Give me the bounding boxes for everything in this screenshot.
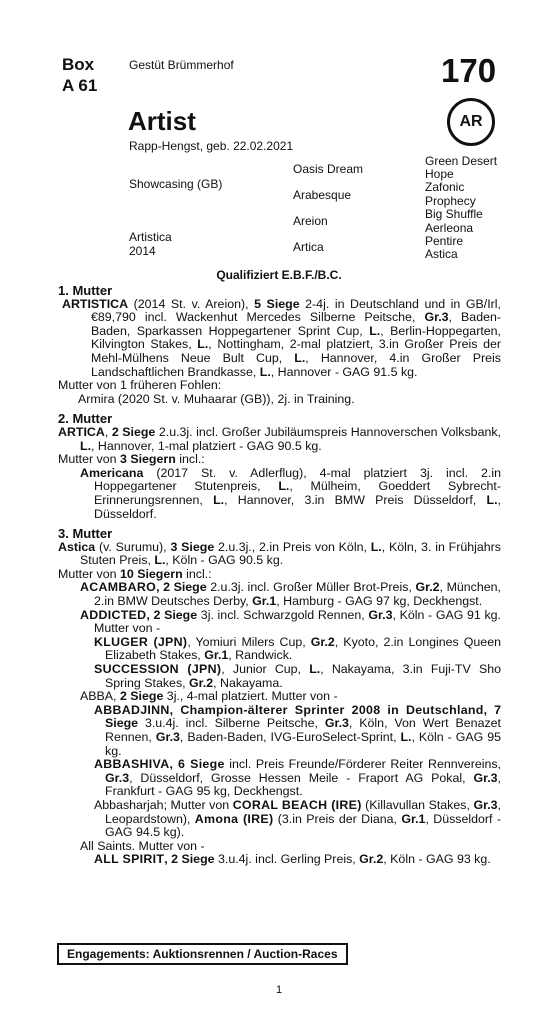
succession-entry [58, 663, 501, 690]
third-dam-heading: 3. Mutter [58, 526, 113, 542]
text: incl.: [182, 566, 212, 581]
grandchild-name: SUCCESSION (JPN) [94, 662, 222, 677]
pedigree-gen2-4: Artica [293, 240, 324, 254]
text: , Yomiuri Milers Cup, [187, 634, 311, 649]
child-name: ADDICTED [80, 607, 147, 622]
text: , Leopardstown), [105, 797, 501, 826]
child-name: ACAMBARO [80, 580, 157, 595]
text: (3.in Preis der Diana, [273, 811, 402, 826]
text: , Junior Cup, [221, 662, 310, 677]
first-dam-foals-intro: Mutter von 1 früheren Fohlen: [58, 378, 222, 393]
catalogue-number: 170 [441, 52, 497, 89]
text: , Düsseldorf - GAG 94.5 kg). [105, 811, 501, 840]
qualification-note: Qualifiziert E.B.F./B.C. [216, 268, 342, 282]
text: , Köln - GAG 91 kg. Mutter von - [94, 607, 501, 636]
abba-entry [58, 690, 501, 704]
first-dam-name: ARTISTICA [62, 296, 129, 311]
second-dam-child [58, 467, 501, 521]
grandchild-name: ABBASHIVA, 6 Siege [94, 757, 225, 772]
text: incl. Preis Freunde/Förderer Reiter Rennvereins, [224, 757, 501, 772]
text: , [156, 580, 164, 595]
pedigree-gen2-2: Arabesque [293, 188, 352, 202]
text: , Nakayama, 3.in Fuji-TV Sho Spring Stakes, [105, 662, 501, 690]
first-dam-heading: 1. Mutter [58, 283, 113, 298]
text: ABBA, [80, 689, 120, 704]
grade: Gr.3 [424, 310, 449, 325]
text: , Köln - GAG 90.5 kg. [165, 553, 284, 568]
text: , Köln, 3. in Frühjahrs Stuten Preis, [80, 539, 501, 568]
text: , Nottingham, 2-mal platziert, 3.in Großer Preis der Mehl-Mülhens Neue Bult Cup, [91, 337, 502, 365]
second-dam-winners-intro [58, 453, 501, 467]
second-dam-name: ARTICA [58, 424, 105, 439]
text: , Köln, Von Wert Benazet Rennen, [105, 716, 501, 744]
text: 3j., 4-mal platziert. Mutter von - [163, 689, 338, 704]
pedigree-gen3-1: Green Desert [425, 154, 498, 168]
wins: 2 Siege [163, 580, 207, 595]
third-dam-entry [58, 541, 501, 568]
abbashiva-entry [58, 758, 501, 799]
text: , [146, 607, 154, 622]
text: , Kyoto, 2.in Longines Queen Elizabeth Stakes, [105, 634, 501, 663]
grade: Gr.3 [105, 770, 130, 785]
text: 3.u.4j. incl. Gerling Preis, [214, 852, 360, 867]
engagements-box: Engagements: Auktionsrennen / Auction-Races [57, 943, 348, 965]
text: , [164, 852, 172, 867]
horse-description: Rapp-Hengst, geb. 22.02.2021 [129, 139, 294, 153]
all-saints-entry: All Saints. Mutter von - [80, 838, 205, 853]
ar-badge: AR [447, 98, 495, 146]
box-label [62, 54, 97, 96]
grandchild-name: ALL SPIRIT [94, 852, 165, 867]
child-name: Americana [80, 465, 144, 480]
first-dam-foal: Armira (2020 St. v. Muhaarar (GB)), 2j. in Training. [78, 391, 355, 406]
text: , Hannover - GAG 91.5 kg. [270, 364, 418, 379]
wins: 3 Siege [170, 539, 215, 554]
text: Abbasharjah; Mutter von [94, 797, 233, 812]
text: 2.u.3j., 2.in Preis von Köln, [214, 539, 371, 554]
text: , Köln - GAG 95 kg. [105, 730, 502, 758]
text: , Düsseldorf, Grosse Hessen Meile - Fraport AG Pokal, [129, 770, 474, 785]
grandchild-name: CORAL BEACH (IRE) [232, 797, 362, 812]
grade: Gr.3 [324, 716, 349, 731]
pedigree-sire: Showcasing (GB) [129, 177, 223, 191]
listed: L. [370, 539, 382, 554]
abbadjinn-entry [58, 704, 501, 758]
text: (2017 St. v. Adlerflug), 4-mal platziert 3j. incl. 2.in Hoppegartener Stutenpreis, [94, 465, 501, 494]
listed: L. [294, 350, 306, 365]
addicted-entry [58, 609, 501, 636]
listed: L. [80, 438, 92, 453]
pedigree-gen3-3: Zafonic [425, 180, 465, 194]
kluger-entry [58, 636, 501, 663]
text: , Hannover, 1-mal platziert - GAG 90.5 kg. [91, 438, 322, 453]
grade: Gr.1 [252, 594, 277, 609]
all-spirit-entry [58, 853, 501, 867]
listed: L. [369, 323, 381, 338]
text: 2-4j. in Deutschland und in GB/Irl, €89,790 incl. Wackenhut Mercedes Silberne Peitsche, [91, 296, 501, 325]
text: , Hannover, 3.in BMW Preis Düsseldorf, [224, 492, 487, 507]
listed: L. [259, 364, 271, 379]
grandchild-name: KLUGER (JPN) [94, 634, 188, 649]
wins: 2 Siege [153, 607, 198, 622]
listed: L. [309, 662, 321, 677]
stud-name: Gestüt Brümmerhof [129, 58, 234, 72]
text: incl.: [175, 452, 205, 467]
listed: L. [400, 730, 412, 744]
text: , Köln - GAG 93 kg. [383, 852, 491, 867]
box-line-2: A 61 [62, 76, 98, 95]
grade: Gr.2 [415, 580, 440, 595]
third-dam-winners-intro [58, 568, 501, 582]
third-dam-name: Astica [58, 539, 96, 554]
text: (v. Surumu), [95, 539, 171, 554]
text: Mutter von [58, 452, 120, 467]
page-number: 1 [275, 984, 283, 996]
text: , Berlin-Hoppegarten, Kilvington Stakes, [91, 323, 501, 352]
abbasharjah-entry [58, 799, 501, 840]
text: 3.u.4j. incl. Silberne Peitsche, [138, 716, 325, 731]
pedigree-gen3-5: Big Shuffle [425, 207, 483, 221]
wins: 2 Siege [119, 689, 164, 704]
wins: 2 Siege [111, 424, 156, 439]
listed: L. [154, 553, 166, 568]
text: , Düsseldorf. [94, 492, 501, 521]
pedigree-dam: Artistica [129, 230, 172, 244]
grade: Gr.1 [401, 811, 426, 826]
winners-count: 3 Siegern [119, 452, 176, 467]
acambaro-entry [58, 581, 501, 608]
pedigree-gen2-1: Oasis Dream [293, 162, 364, 176]
box-line-1: Box [62, 55, 95, 74]
first-dam-entry [58, 298, 501, 380]
pedigree-gen3-4: Prophecy [425, 194, 476, 208]
text: 2.u.3j. incl. Großer Jubiläumspreis Hannoverschen Volksbank, [155, 424, 501, 439]
grade: Gr.1 [204, 648, 229, 663]
wins: 7 Siege [105, 702, 501, 731]
pedigree-gen3-2: Hope [425, 167, 454, 181]
grandchild-name: Amona (IRE) [194, 811, 274, 826]
horse-name: Artist [128, 106, 196, 136]
family-section [58, 284, 501, 867]
text: , Nakayama. [213, 675, 283, 690]
text: , Randwick. [228, 648, 293, 663]
grade: Gr.2 [310, 634, 335, 649]
wins: 5 Siege [254, 296, 300, 311]
text: (2014 St. v. Areion), [128, 296, 255, 311]
wins: 2 Siege [171, 852, 215, 867]
listed: L. [197, 337, 209, 352]
text: , Mülheim, Goeddert Sybrecht-Erinnerungsrennen, [94, 479, 501, 507]
pedigree-gen3-8: Astica [425, 247, 458, 261]
listed: L. [213, 492, 225, 507]
text: , Frankfurt - GAG 95 kg, Deckhengst. [105, 770, 501, 799]
text: (Killavullan Stakes, [361, 797, 474, 812]
text: , München, 2.in BMW Deutsches Derby, [94, 580, 501, 609]
pedigree-gen2-3: Areion [293, 214, 328, 228]
second-dam-entry [58, 426, 501, 453]
text: , [104, 424, 112, 439]
pedigree-dam-year: 2014 [129, 244, 156, 258]
pedigree-gen3-7: Pentire [425, 234, 464, 248]
text: , Hannover, 4.in Großer Preis Landschaftlichen Brandkasse, [91, 350, 501, 379]
listed: L. [278, 479, 290, 494]
grade: Gr.3 [473, 770, 498, 785]
pedigree-gen3-6: Aerleona [425, 221, 474, 235]
winners-count: 10 Siegern [119, 566, 183, 581]
grandchild-name: ABBADJINN, Champion-älterer Sprinter 2008 in Deutschland, [94, 702, 488, 717]
grade: Gr.2 [189, 675, 214, 690]
text: , Baden-Baden, IVG-EuroSelect-Sprint, [179, 730, 401, 744]
grade: Gr.2 [359, 852, 384, 867]
text: Mutter von [58, 566, 120, 581]
text: 3j. incl. Schwarzgold Rennen, [197, 607, 369, 622]
text: , Baden-Baden, Sparkassen Hoppegartener Sprint Cup, [91, 310, 501, 338]
grade: Gr.3 [368, 607, 393, 622]
listed: L. [486, 492, 498, 507]
text: 2.u.3j. incl. Großer Müller Brot-Preis, [206, 580, 416, 595]
grade: Gr.3 [155, 730, 180, 744]
grade: Gr.3 [473, 797, 498, 812]
text: , Hamburg - GAG 97 kg, Deckhengst. [276, 594, 483, 609]
second-dam-heading: 2. Mutter [58, 411, 113, 427]
